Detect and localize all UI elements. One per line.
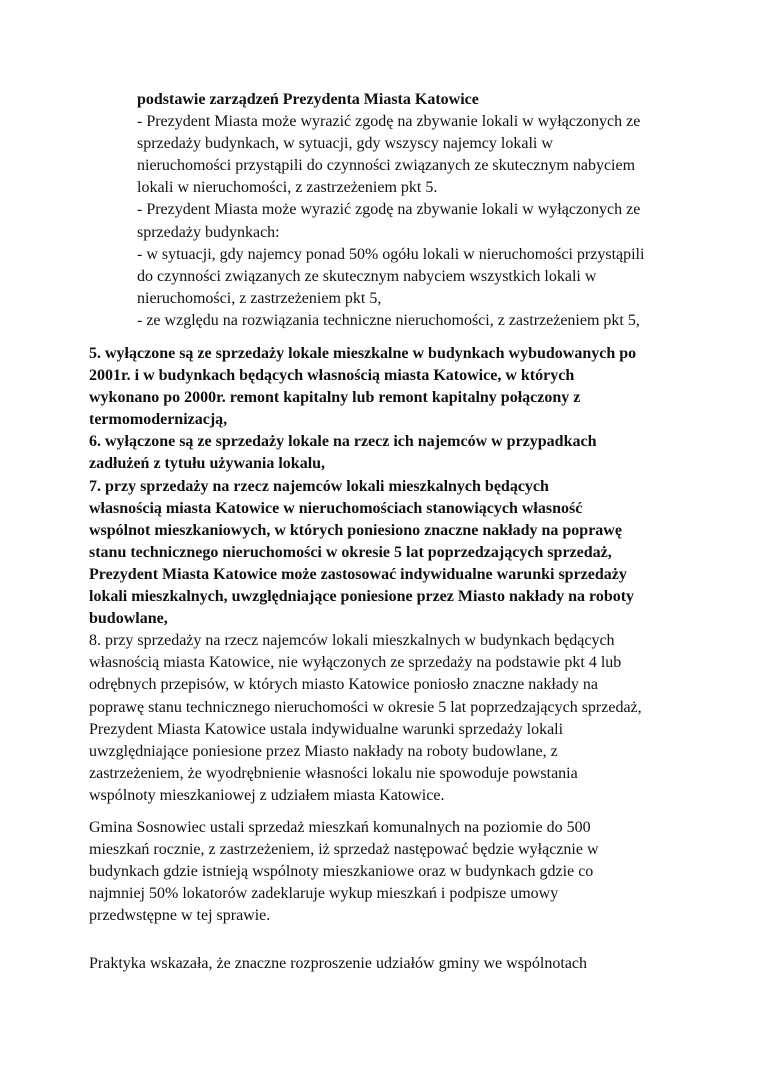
- point-7-line: 7. przy sprzedaży na rzecz najemców lokali mieszkalnych będących: [89, 477, 549, 495]
- intro-line: sprzedaży budynkach:: [137, 223, 280, 241]
- points-block: [89, 343, 689, 807]
- point-6-line: zadłużeń z tytułu używania lokalu,: [89, 455, 326, 473]
- paragraph-line: mieszkań rocznie, z zastrzeżeniem, iż sprzedaż następować będzie wyłącznie w: [89, 841, 599, 859]
- point-8-line: poprawę stanu technicznego nieruchomości w okresie 5 lat poprzedzających sprzedaż,: [89, 698, 642, 716]
- point-5-line: termomodernizacją,: [89, 411, 228, 429]
- paragraph-line: przedwstępne w tej sprawie.: [89, 907, 271, 925]
- point-7-line: stanu technicznego nieruchomości w okresie 5 lat poprzedzających sprzedaż,: [89, 543, 612, 561]
- intro-line: lokali w nieruchomości, z zastrzeżeniem pkt 5.: [137, 179, 438, 197]
- paragraph-line: Praktyka wskazała, że znaczne rozproszenie udziałów gminy we wspólnotach: [89, 955, 588, 972]
- point-7-line: wspólnot mieszkaniowych, w których poniesiono znaczne nakłady na poprawę: [89, 521, 622, 539]
- point-7-line: budowlane,: [89, 610, 168, 628]
- paragraph-line: budynkach gdzie istnieją wspólnoty mieszkaniowe oraz w budynkach gdzie co: [89, 863, 594, 881]
- final-paragraph: [89, 953, 689, 975]
- intro-line: do czynności związanych ze skutecznym nabyciem wszystkich lokali w: [137, 267, 597, 285]
- intro-line: nieruchomości przystąpili do czynności związanych ze skutecznym nabyciem: [137, 157, 636, 175]
- point-8-line: zastrzeżeniem, że wyodrębnienie własności lokalu nie spowoduje powstania: [89, 764, 578, 782]
- point-7-line: własnością miasta Katowice w nieruchomościach stanowiących własność: [89, 499, 583, 517]
- paragraph-line: najmniej 50% lokatorów zadeklaruje wykup mieszkań i podpisze umowy: [89, 885, 559, 903]
- intro-line: - Prezydent Miasta może wyrazić zgodę na zbywanie lokali w wyłączonych ze: [137, 201, 641, 219]
- point-8-line: odrębnych przepisów, w których miasto Katowice poniosło znaczne nakłady na: [89, 676, 599, 694]
- point-7-line: lokali mieszkalnych, uwzględniające poniesione przez Miasto nakłady na roboty: [89, 588, 635, 606]
- intro-line: nieruchomości, z zastrzeżeniem pkt 5,: [137, 289, 382, 307]
- point-8-line: 8. przy sprzedaży na rzecz najemców lokali mieszkalnych w budynkach będących: [89, 632, 615, 650]
- paragraph-line: Gmina Sosnowiec ustali sprzedaż mieszkań komunalnych na poziomie do 500: [89, 819, 591, 836]
- intro-block: [137, 89, 697, 332]
- point-8-line: uwzględniające poniesione przez Miasto nakłady na roboty budowlane, z: [89, 742, 558, 760]
- point-5-line: 2001r. i w budynkach będących własnością miasta Katowice, w których: [89, 367, 575, 385]
- sosnowiec-paragraph: [89, 817, 689, 927]
- intro-line: sprzedaży budynkach, w sytuacji, gdy wszyscy najemcy lokali w: [137, 135, 553, 153]
- point-8-line: wspólnoty mieszkaniowej z udziałem miasta Katowice.: [89, 786, 445, 804]
- point-7-line: Prezydent Miasta Katowice może zastosować indywidualne warunki sprzedaży: [89, 565, 627, 583]
- point-8-line: własnością miasta Katowice, nie wyłączonych ze sprzedaży na podstawie pkt 4 lub: [89, 654, 622, 672]
- intro-line: - w sytuacji, gdy najemcy ponad 50% ogółu lokali w nieruchomości przystąpili: [137, 245, 645, 263]
- point-5-line: 5. wyłączone są ze sprzedaży lokale mieszkalne w budynkach wybudowanych po: [89, 345, 637, 362]
- intro-line: - ze względu na rozwiązania techniczne nieruchomości, z zastrzeżeniem pkt 5,: [137, 311, 640, 329]
- point-6-line: 6. wyłączone są ze sprzedaży lokale na rzecz ich najemców w przypadkach: [89, 433, 597, 451]
- point-8-line: Prezydent Miasta Katowice ustala indywidualne warunki sprzedaży lokali: [89, 720, 564, 738]
- intro-line: - Prezydent Miasta może wyrazić zgodę na zbywanie lokali w wyłączonych ze: [137, 113, 641, 131]
- point-5-line: wykonano po 2000r. remont kapitalny lub remont kapitalny połączony z: [89, 389, 581, 407]
- intro-line: podstawie zarządzeń Prezydenta Miasta Katowice: [137, 91, 479, 108]
